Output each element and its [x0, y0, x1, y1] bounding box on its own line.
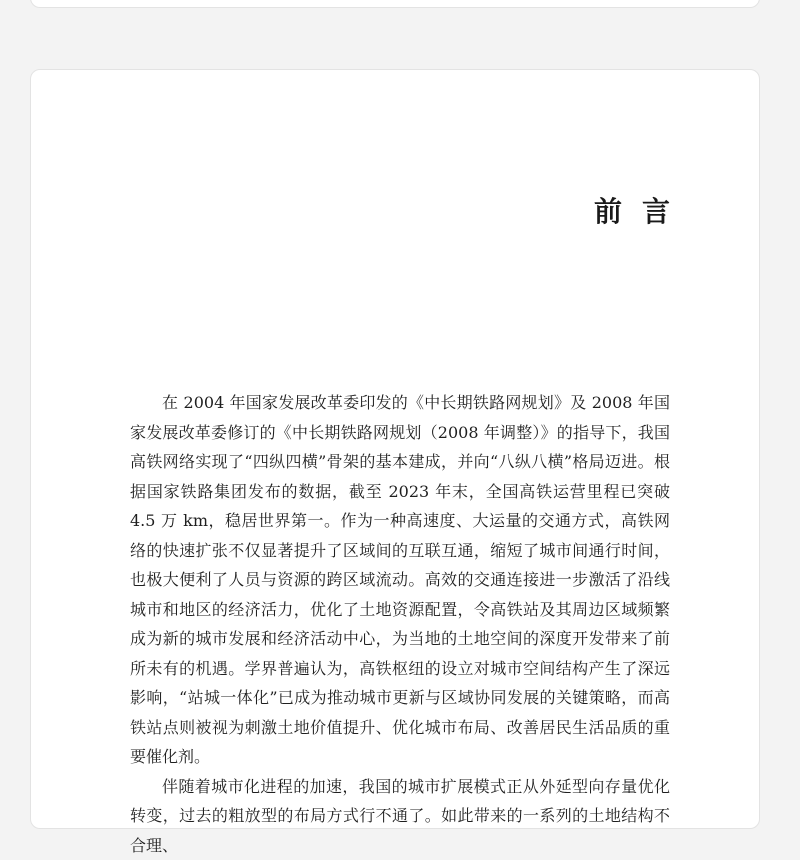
scrollbar[interactable]: [792, 0, 800, 800]
page-body: [130, 388, 670, 860]
paragraph: 在 2004 年国家发展改革委印发的《中长期铁路网规划》及 2008 年国家发展改革委修订的《中长期铁路网规划（2008 年调整）》的指导下，我国高铁网络实现了“四纵四横”骨架的基本建成，并向“八纵八横”格局迈进。根据国家铁路集团发布的数据，截至 2023 年末，全国高铁运营里程已突破 4.5 万 km，稳居世界第一。作为一种高速度、大运量的交通方式，高铁网络的快速扩张不仅显著提升了区域间的互联互通，缩短了城市间通行时间，也极大便利了人员与资源的跨区域流动。高效的交通连接进一步激活了沿线城市和地区的经济活力，优化了土地资源配置，令高铁站及其周边区域频繁成为新的城市发展和经济活动中心，为当地的土地空间的深度开发带来了前所未有的机遇。学界普遍认为，高铁枢纽的设立对城市空间结构产生了深远影响，“站城一体化”已成为推动城市更新与区域协同发展的关键策略，而高铁站点则被视为刺激土地价值提升、优化城市布局、改善居民生活品质的重要催化剂。: [130, 388, 670, 772]
document-page: [30, 69, 760, 829]
page-title: 前言: [594, 194, 690, 230]
previous-page: [30, 0, 760, 8]
paragraph: 伴随着城市化进程的加速，我国的城市扩展模式正从外延型向存量优化转变，过去的粗放型的布局方式行不通了。如此带来的一系列的土地结构不合理、: [130, 772, 670, 860]
